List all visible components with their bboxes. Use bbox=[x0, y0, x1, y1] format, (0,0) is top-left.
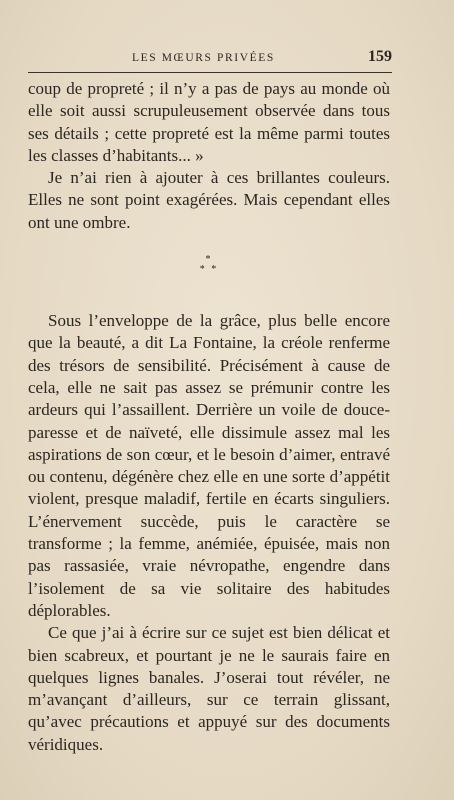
running-title: LES MŒURS PRIVÉES bbox=[132, 52, 275, 64]
paragraph-2: Je n’ai rien à ajouter à ces brillantes couleurs. Elles ne sont point exagérées. Mais cependant elles ont une ombre. bbox=[28, 168, 390, 232]
asterism-top: * bbox=[205, 254, 213, 266]
paragraph-1: coup de propreté ; il n’y a pas de pays au monde où elle soit aussi scrupuleusement observée dans tous ses détails ; cette propreté est la même parmi toutes les classes d’habitants... » bbox=[28, 79, 390, 165]
paragraph-4: Ce que j’ai à écrire sur ce sujet est bien délicat et bien scabreux, et pourtant je ne le saurais faire en quelques lignes banales. J’oserai tout révéler, ne m’avançant d’ailleurs, sur ce terrain glissant, qu’avec précautions et appuyé sur des documents véridiques. bbox=[28, 623, 390, 754]
paragraph-3: Sous l’enveloppe de la grâce, plus belle encore que la beauté, a dit La Fontaine, la créole renferme des trésors de sensibilité. Précisément à cause de cela, elle ne sait pas assez se prémunir contre les ardeurs qui l’assaillent. Derrière un voile de douce-paresse et de naïveté, elle dissimule assez mal les aspirations de son cœur, et le besoin d’aimer, entravé ou contenu, dégénère chez elle en une sorte d’appétit violent, presque maladif, fertile en écarts singuliers. L’énervement succède, puis le caractère se transforme ; la femme, anémiée, épuisée, mais non pas rassasiée, vraie névropathe, engendre dans l’isolement de sa vie solitaire des habitudes déplorables. bbox=[28, 311, 390, 620]
page-header bbox=[28, 48, 392, 66]
asterism-bottom: * * bbox=[199, 264, 219, 276]
page-number: 159 bbox=[368, 48, 392, 65]
header-rule bbox=[28, 72, 392, 73]
page-body bbox=[28, 78, 390, 756]
